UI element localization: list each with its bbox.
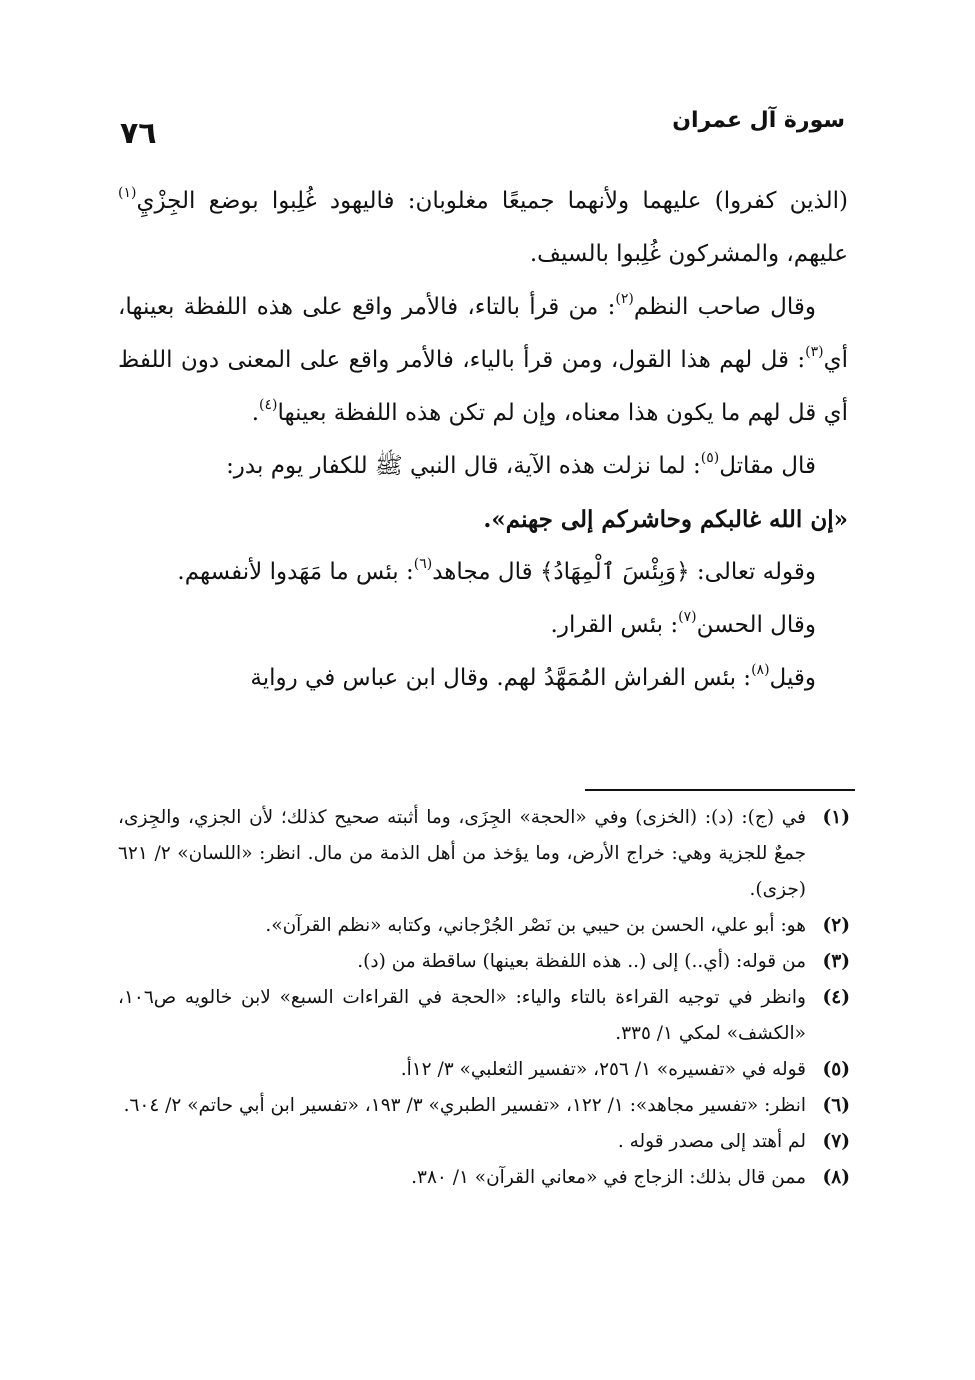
footnote-ref: (٢) [615, 291, 634, 307]
footnote [118, 800, 850, 908]
footnote-ref: (٧) [678, 609, 697, 625]
footnote [118, 1052, 850, 1088]
footnote-ref: (٥) [700, 450, 720, 466]
footnote-number: (٣) [822, 951, 850, 972]
footnote-ref: (٤) [259, 397, 278, 413]
footnote-number: (٨) [822, 1167, 850, 1188]
footnote-text: قوله في «تفسيره» ١/ ٢٥٦، «تفسير الثعلبي» ٣/ ١٢أ. [400, 1059, 806, 1080]
main-text [118, 175, 848, 705]
footnote-number: (٦) [822, 1095, 850, 1116]
footnote-ref: (١) [118, 185, 137, 201]
footnote-number: (٧) [822, 1131, 850, 1152]
footnote-ref: (٣) [805, 344, 824, 360]
page-number: ٧٦ [120, 116, 157, 151]
paragraph: وقال صاحب النظم$^{(٢)}$: من قرأ بالتاء، فالأمر واقع على هذه اللفظة بعينها، أي$^{(٣)}$: قل لهم هذا القول، ومن قرأ بالياء، فالأمر واقع على المعنى دون اللفظ أي قل لهم ما يكون هذا معناه، وإن لم تكن هذه اللفظة بعينها$^{(٤)}$. [118, 291, 848, 426]
footnote-text: من قوله: (أي..) إلى (.. هذه اللفظة بعينها) ساقطة من (د). [357, 951, 806, 972]
footnote [118, 1124, 850, 1160]
footnote-text: لم أهتد إلى مصدر قوله . [617, 1131, 806, 1152]
footnote [118, 944, 850, 980]
footnote-ref: (٨) [751, 662, 770, 678]
footnote-divider [585, 789, 855, 791]
footnote-number: (٢) [822, 915, 850, 936]
footnote-text: هو: أبو علي، الحسن بن حيبي بن نَصْر الجُرْجاني، وكتابه «نظم القرآن». [265, 915, 806, 936]
footnote [118, 1160, 850, 1196]
footnote [118, 908, 850, 944]
paragraph: (الذين كفروا) عليهما ولأنهما جميعًا مغلوبان: فاليهود غُلِبوا بوضع الجِزْيِ$^{(١)}$ عليهم، والمشركون غُلِبوا بالسيف. [118, 185, 848, 267]
footnote-text: ممن قال بذلك: الزجاج في «معاني القرآن» ١/ ٣٨٠. [411, 1167, 806, 1188]
footnote-number: (٥) [822, 1059, 850, 1080]
running-head: سورة آل عمران [672, 108, 845, 133]
footnote-text: وانظر في توجيه القراءة بالتاء والياء: «الحجة في القراءات السبع» لابن خالويه ص١٠٦، «الكشف» لمكي ١/ ٣٣٥. [118, 987, 806, 1044]
paragraph: قال مقاتل$^{(٥)}$: لما نزلت هذه الآية، قال النبي ﷺ للكفار يوم بدر: [226, 450, 816, 479]
paragraph: وقيل$^{(٨)}$: بئس الفراش المُمَهَّدُ لهم. وقال ابن عباس في رواية [250, 662, 816, 691]
paragraph: وقوله تعالى: ﴿وَبِئْسَ ٱلْمِهَادُ﴾ قال مجاهد$^{(٦)}$: بئس ما مَهَدوا لأنفسهم. [177, 556, 816, 585]
footnote-number: (٤) [822, 987, 850, 1008]
footnote [118, 980, 850, 1052]
footnotes [118, 800, 850, 1196]
page-header [120, 108, 845, 151]
hadith-quote: «إن الله غالبكم وحاشركم إلى جهنم». [483, 506, 848, 533]
paragraph: وقال الحسن$^{(٧)}$: بئس القرار. [550, 609, 816, 638]
footnote [118, 1088, 850, 1124]
footnote-text: في (ج): (د): (الخزى) وفي «الحجة» الجِزَى، وما أثبته صحيح كذلك؛ لأن الجزي، والجِزى، جمعٌ للجزية وهي: خراج الأرض، وما يؤخذ من أهل الذمة من مال. انظر: «اللسان» ٢/ ٦٢١ (جزى). [118, 807, 807, 900]
footnote-text: انظر: «تفسير مجاهد»: ١/ ١٢٢، «تفسير الطبري» ٣/ ١٩٣، «تفسير ابن أبي حاتم» ٢/ ٦٠٤. [123, 1095, 806, 1116]
footnote-ref: (٦) [413, 556, 433, 572]
footnote-number: (١) [822, 807, 850, 828]
